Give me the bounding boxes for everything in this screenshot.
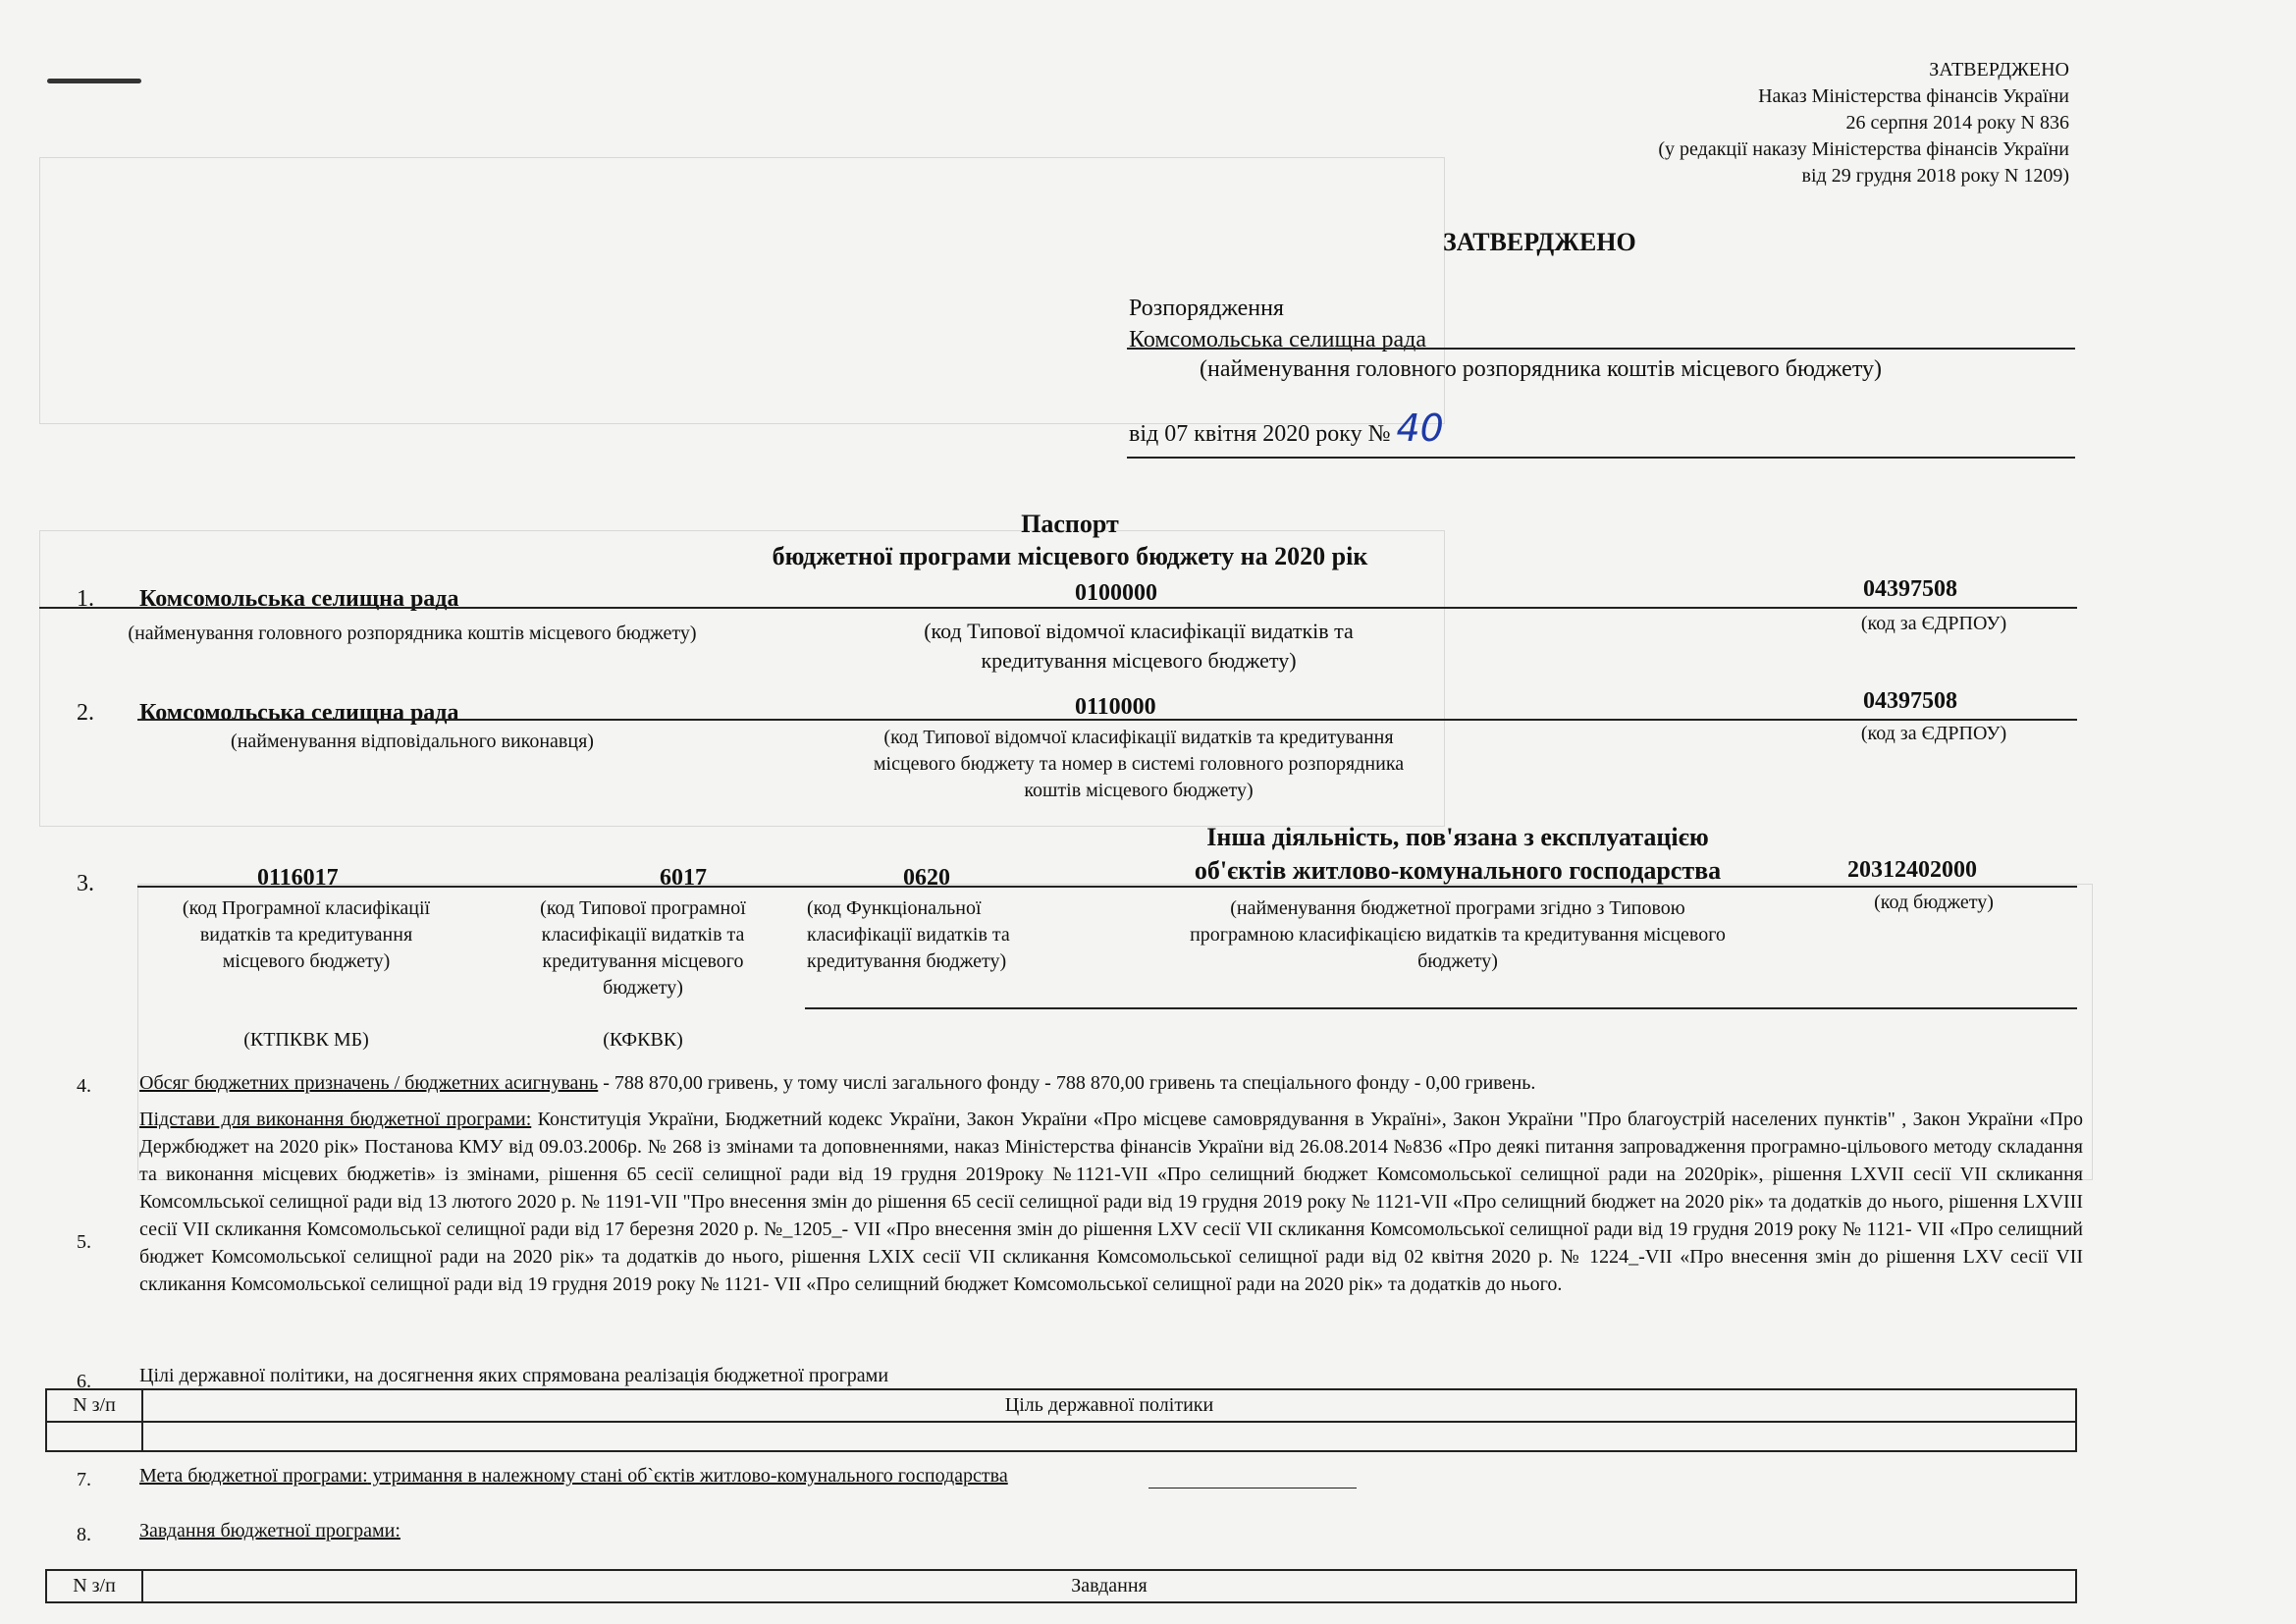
section1-number: 1. (77, 586, 94, 612)
approval-line-5: від 29 грудня 2018 року N 1209) (1801, 165, 2069, 187)
section4-body (139, 1070, 2083, 1097)
table-row (46, 1422, 2076, 1451)
section5-body (139, 1106, 2083, 1298)
section4-number: 4. (77, 1075, 91, 1097)
section2-number: 2. (77, 700, 94, 726)
section3-number: 3. (77, 871, 94, 896)
approved-date-text: від 07 квітня 2020 року № (1129, 421, 1391, 447)
section3-kfkvk-caption: (код Типової програмної класифікації видатків та кредитування місцевого бюджету) (540, 897, 746, 999)
section3-func-caption: (код Функціональної класифікації видатків та кредитування бюджету) (807, 897, 1010, 972)
section3-program-name: Інша діяльність, пов'язана з експлуатацією об'єктів житлово-комунального господарства (1194, 823, 1722, 885)
section6-table (45, 1388, 2077, 1452)
passport-title: Паспорт (1021, 510, 1119, 538)
section1-edrpou-caption: (код за ЄДРПОУ) (1860, 613, 2007, 634)
section1-underline (39, 607, 2077, 609)
table-header-cell: Завдання (142, 1570, 2076, 1602)
table-header-row (46, 1389, 2076, 1422)
section3-ktpkvk: 0116017 (257, 865, 339, 891)
section7-lead: Мета бюджетної програми: (139, 1465, 368, 1487)
section8-number: 8. (77, 1524, 91, 1545)
section2-edrpou: 04397508 (1863, 688, 1957, 714)
section7-body (139, 1463, 1008, 1489)
handwritten-number: 40 (1396, 406, 1444, 450)
table-header-cell: N з/п (46, 1570, 142, 1602)
section2-edrpou-caption: (код за ЄДРПОУ) (1860, 723, 2007, 744)
approval-line-1: ЗАТВЕРДЖЕНО (1929, 59, 2069, 81)
section3-budget-code: 20312402000 (1847, 857, 1977, 883)
section2-code-caption: (код Типової відомчої класифікації видатків та кредитування місцевого бюджету та номер в системі головного розпорядника коштів місцевого бюджету) (873, 727, 1405, 801)
section4-lead: Обсяг бюджетних призначень / бюджетних асигнувань (139, 1072, 599, 1094)
passport-subtitle: бюджетної програми місцевого бюджету на 2020 рік (772, 542, 1368, 570)
section3-kfkvk-abbr: (КФКВК) (603, 1029, 683, 1051)
section5-text: Конституція України, Бюджетний кодекс України, Закон України «Про місцеве самоврядування в Україні», Закон України "Про благоустрій населених пунктів" , Закон України «Про Держбюджет на 2020 рік» Постанова КМУ від 09.03.2006р. № 268 із змінами та доповненнями, наказ Міністерства фінансів України від 26.08.2014 №836 «Про деякі питання запровадження програмно-цільового методу складання та виконання місцевих бюджетів» із змінами, рішення 65 сесії селищної ради від 19 грудня 2019року №1121-VII «Про селищний бюджет Комсомольської селищної ради на 2020рік», рішення LXVII сесії VII скликання Комсомльської селищної ради від 13 лютого 2020 р. № 1191-VII "Про внесення змін до рішення 65 сесії селищної ради від 19 грудня 2019 року № 1121-VII «Про селищний бюджет на 2020 рік» та додатків до нього, рішення LXVIII сесії VII скликання Комсомольської селищної ради від 17 березня 2020 р. №_1205_- VII «Про внесення змін до рішення LXV сесії VII скликання Комсомольської селищної ради від 19 грудня 2019 року № 1121- VII «Про селищний бюджет Комсомольської селищної ради на 2020 рік» та додатків до нього, рішення LXIX сесії VII скликання Комсомольської селищної ради від 02 квітня 2020 р. № 1224_-VII «Про внесення змін до рішення LXV сесії VII скликання Комсомольської селищної ради від 19 грудня 2019 року № 1121- VII «Про селищний бюджет Комсомольської селищної ради на 2020 рік» та додатків до нього. (139, 1109, 2083, 1295)
approved-authority-caption: (найменування головного розпорядника коштів місцевого бюджету) (1200, 356, 1882, 382)
date-underline (1127, 457, 2075, 459)
section1-name-caption: (найменування головного розпорядника коштів місцевого бюджету) (128, 623, 697, 644)
section7-number: 7. (77, 1469, 91, 1490)
approval-line-2: Наказ Міністерства фінансів України (1758, 85, 2069, 107)
approved-doc-type: Розпорядження (1129, 296, 1284, 321)
section1-name: Комсомольська селищна рада (139, 586, 459, 612)
approval-line-3: 26 серпня 2014 року N 836 (1845, 112, 2069, 134)
section1-code-caption: (код Типової відомчої класифікації видатків та кредитування місцевого бюджету) (924, 619, 1354, 673)
section7-underline (1148, 1488, 1357, 1489)
section7-text: утримання в належному стані об`єктів житлово-комунального господарства (367, 1465, 1008, 1487)
section4-text: - 788 870,00 гривень, у тому числі загального фонду - 788 870,00 гривень та спеціального фонду - 0,00 гривень. (598, 1072, 1536, 1094)
section2-code: 0110000 (1075, 694, 1156, 720)
section6-number: 6. (77, 1371, 91, 1392)
authority-underline (1127, 348, 2075, 350)
section3-func: 0620 (903, 865, 950, 891)
table-header-cell: N з/п (46, 1389, 142, 1422)
approved-title: ЗАТВЕРДЖЕНО (1443, 228, 1636, 256)
section6-text: Цілі державної політики, на досягнення яких спрямована реалізація бюджетної програми (139, 1365, 889, 1386)
section2-name-caption: (найменування відповідального виконавця) (231, 731, 594, 752)
section3-ktpkvk-abbr: (КТПКВК МБ) (243, 1029, 369, 1051)
section2-underline (137, 719, 2077, 721)
table-cell (46, 1422, 142, 1451)
approval-line-4: (у редакції наказу Міністерства фінансів України (1658, 138, 2069, 160)
section8-table (45, 1569, 2077, 1603)
section1-code: 0100000 (1075, 580, 1157, 606)
section5-number: 5. (77, 1231, 91, 1253)
approval-header (1472, 57, 2069, 189)
section2-name: Комсомольська селищна рада (139, 700, 459, 726)
section3-program-caption: (найменування бюджетної програми згідно з Типовою програмною класифікацією видатків та кредитування місцевого бюджету) (1190, 897, 1726, 972)
section3-kfkvk: 6017 (660, 865, 707, 891)
approved-authority: Комсомольська селищна рада (1129, 327, 1426, 352)
table-header-row (46, 1570, 2076, 1602)
table-header-cell: Ціль державної політики (142, 1389, 2076, 1422)
section3-underline (137, 886, 2077, 888)
approved-date (1129, 406, 1444, 450)
section8-lead: Завдання бюджетної програми: (139, 1520, 400, 1542)
section1-edrpou: 04397508 (1863, 576, 1957, 602)
section3-bottom-rule (805, 1007, 2077, 1009)
scan-mark (47, 79, 141, 83)
section5-lead: Підстави для виконання бюджетної програми: (139, 1109, 532, 1130)
table-cell (142, 1422, 2076, 1451)
section3-ktpkvk-caption: (код Програмної класифікації видатків та кредитування місцевого бюджету) (182, 897, 431, 972)
section3-budget-caption: (код бюджету) (1874, 892, 1994, 913)
